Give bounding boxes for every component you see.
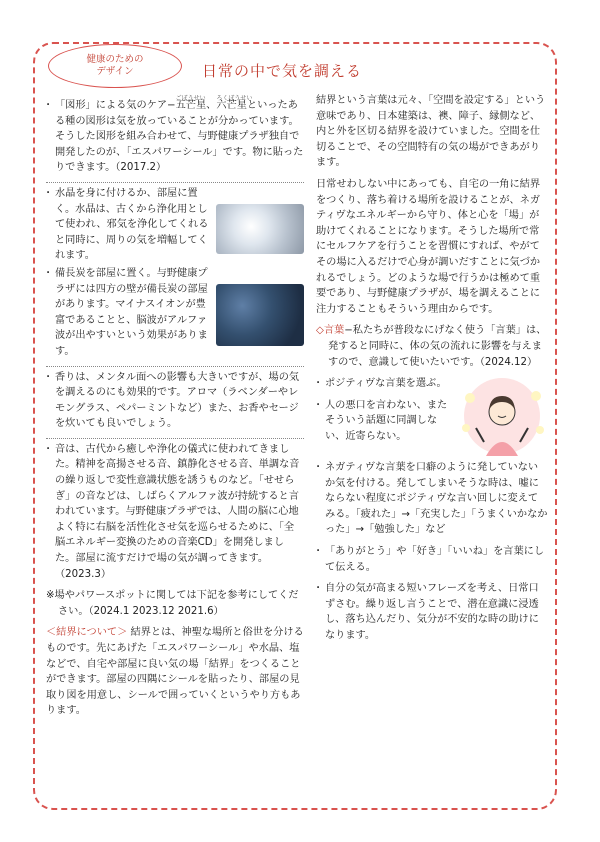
sound-item: ・ 音は、古代から癒しや浄化の儀式に使われてきました。精神を高揚させる音、鎮静化させる音、単調な音の繰り返しで変性意識状態を誘うものなど。「せせらぎ」の音などは、しばらくアルファ波が持続すると言われています。与野健康プラザでは、人間の脳に心地よく特に右脳を活性化させ気を巡らせるために、「全脳エネルギー変換のための音楽CD」を開発しました。部屋に流すだけで場の気が調ってきます。（2023.3）: [46, 442, 304, 582]
shape-care-item: [46, 95, 304, 176]
charcoal-item: [46, 266, 304, 360]
roku-text: 六芒星: [216, 100, 247, 111]
kotoba-heading: ◇言葉: [316, 325, 345, 337]
gobo-text: 五芒星: [175, 100, 207, 111]
text: 、: [206, 100, 217, 111]
right-column: [316, 93, 548, 650]
category-badge: [48, 44, 182, 88]
gobo-word: [175, 95, 207, 114]
bullet-no-gossip: ・ 人の悪口を言わない、またそういう話題に同調しない、近寄らない。: [316, 398, 548, 445]
badge-line-2: デザイン: [96, 66, 134, 77]
gobo-ruby: ごぼうせい: [175, 95, 206, 102]
badge-line-1: 健康のための: [86, 54, 144, 66]
bullet-positive: ・ ポジティヴな言葉を選ぶ。: [316, 376, 548, 392]
kotoba-body: −私たちが普段なにげなく使う「言葉」は、発すると同時に、体の気の流れに影響を与えますので、意識して使いたいです。（2024.12）: [328, 325, 547, 368]
page-title: 日常の中で気を調える: [202, 62, 363, 80]
charcoal-image: [216, 284, 304, 346]
charcoal-text: 備長炭を部屋に置く。与野健康プラザには四方の壁が備長炭の部屋があります。マイナスイオンが豊富であることと、脳波がアルファ波が出やすいという効果があります。: [55, 267, 208, 357]
kotoba-intro: [316, 323, 548, 370]
text: 「図形」による気のケア−: [55, 100, 176, 111]
kekkai-home: 日常せわしない中にあっても、自宅の一角に結界をつくり、落ち着ける場所を設けることが、ネガティヴなエネルギーから守り、体と心を「場」が助けてくれることになります。そうした場所で常にセルフケアを行うことを習慣にすれば、やがてその場に入るだけで心身が調いだすことに気づかれるでしょう。どのような場で行うかは極めて重要であり、与野健康プラザが、場を調えることに注力することもそういう理由からです。: [316, 178, 541, 315]
roku-ruby: ろくぼうせい: [216, 95, 253, 102]
kekkai-heading: ＜結界について＞: [46, 627, 128, 639]
roku-word: [216, 95, 253, 114]
reference-note: ※場やパワースポットに関しては下記を参考にしてください。（2024.1 2023.12 2021.6）: [46, 590, 299, 617]
aroma-item: ・ 香りは、メンタル面への影響も大きいですが、場の気を調えるのにも効果的です。アロマ（ラベンダーやレモングラス、ペパーミントなど）また、お香やセージを炊いても良いでしょう。: [46, 370, 304, 432]
crystal-image: [216, 204, 304, 254]
bullet-phrases: ・ 自分の気が高まる短いフレーズを考え、日常口ずさむ。繰り返し言うことで、潜在意識に浸透し、落ち込んだり、気分が不安的な時の助けになります。: [316, 581, 548, 643]
bullet-negative-words: ・ ネガティヴな言葉を口癖のように発していないか気を付ける。発してしまいそうな時は、嘘にならない程度にポジティヴな言い回しに変えてみる。「疲れた」→「充実した」「うまくいかなかった」→「勉強した」など: [316, 460, 548, 538]
crystal-text: 水晶を身に付けるか、部屋に置く。水晶は、古くから浄化用として使われ、邪気を浄化してくれると同時に、周りの気を増幅してくれます。: [55, 187, 209, 262]
kekkai-meaning: 結界という言葉は元々、「空間を設定する」という意味であり、日本建築は、襖、障子、縁側など、内と外を区切る結界を設けていました。空間を仕切ることで、その空間特有の気の場ができあがります。: [316, 95, 546, 169]
crystal-item: [46, 186, 304, 264]
kekkai-body: 結界とは、神聖な場所と俗世を分けるものです。先にあげた「エスパワーシール」や水晶、塩などで、自宅や部屋に良い気の場「結界」をつくることができます。部屋の四隅にシールを貼ったり、部屋の見取り図を用意し、シールで囲っていくというやり方もあります。: [46, 627, 304, 717]
text: といったある種の図形は気を放っていることが分かっています。そうした図形を組み合わせて、与野健康プラザ独自で開発したのが、「エスパワーシール」です。物に貼ったりできます。（2017.2）: [55, 100, 304, 174]
left-column: [46, 95, 304, 725]
bullet-thanks: ・ 「ありがとう」や「好き」「いいね」を言葉にして伝える。: [316, 544, 548, 575]
kekkai-paragraph: [46, 625, 304, 719]
